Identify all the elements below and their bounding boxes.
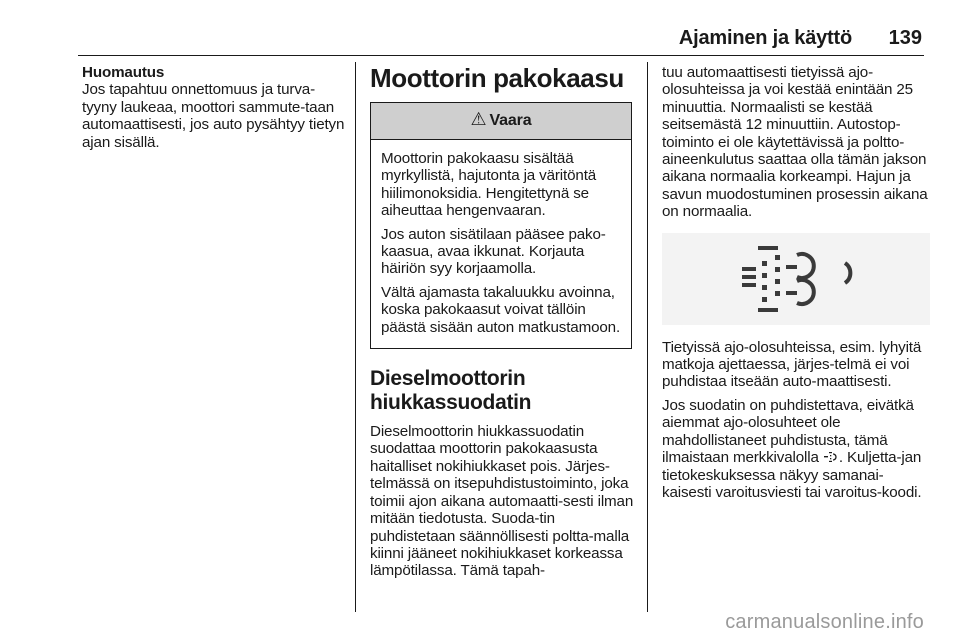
section-title: Moottorin pakokaasu xyxy=(370,63,624,93)
body-paragraph: tuu automaattisesti tietyissä ajo-olosuhteissa ja voi kestää enintään 25 minuuttia. Normaalisti se kestää seitsemästä 12 minuuttiin. Autostop-toiminto ei ole käytettävissä ja poltto-aineenkulutus saattaa olla tämän jakson aikana normaalia korkeampi. Hajun ja savun muodostuminen prosessin aikana on normaalia. xyxy=(662,64,928,221)
subsection-title: Dieselmoottorin hiukkassuodatin xyxy=(370,367,532,415)
particulate-filter-warning-icon xyxy=(823,451,839,463)
warning-body xyxy=(371,140,631,348)
page-number: 139 xyxy=(888,27,922,49)
page-header xyxy=(0,0,960,56)
column-divider-left xyxy=(355,62,356,612)
column-divider-right xyxy=(647,62,648,612)
warning-triangle-icon: ⚠ xyxy=(470,109,487,130)
column-3 xyxy=(662,64,930,507)
body-paragraph: Tietyissä ajo-olosuhteissa, esim. lyhyitä matkoja ajettaessa, järjes-telmä ei voi puhdistaa itseään auto-maattisesti. xyxy=(662,338,922,391)
warning-box xyxy=(370,102,632,349)
watermark: carmanualsonline.info xyxy=(725,611,924,633)
warning-paragraph: Jos auton sisätilaan pääsee pako-kaasua, avaa ikkunat. Korjauta häiriön syy korjaamolla. xyxy=(381,225,606,278)
warning-paragraph: Vältä ajamasta takaluukku avoinna, koska pakokaasut voivat tällöin päästä sisään auton matkustamoon. xyxy=(381,283,621,336)
warning-header xyxy=(371,103,631,140)
subsection-text: Dieselmoottorin hiukkassuodatin suodattaa moottorin pakokaasusta haitalliset nokihiukkaset pois. Järjes-telmässä on itsepuhdistustoiminto, joka toimii ajon aikana automaatti-sesti ilman mitään tiedotusta. Suoda-tin puhdistetaan säännöllisesti poltta-malla kiinni jääneet nokihiukkaset korkeassa lämpötilassa. Tämä tapah- xyxy=(370,423,634,580)
warning-paragraph: Moottorin pakokaasu sisältää myrkyllistä, hajutonta ja väritöntä hiilimonoksidia. Hengitettynä se aiheuttaa hengenvaaran. xyxy=(381,150,597,220)
text-run: . Kuljetta-jan tietokeskuksessa näkyy samanai-kaisesti varoitusviesti tai varoitus-koodi. xyxy=(662,449,922,501)
chapter-title: Ajaminen ja käyttö xyxy=(678,27,852,49)
diesel-particulate-filter-icon xyxy=(662,233,930,325)
header-divider xyxy=(78,55,924,56)
column-1 xyxy=(82,64,348,157)
column-2 xyxy=(370,64,636,586)
body-paragraph xyxy=(662,397,930,501)
note-title: Huomautus xyxy=(82,64,165,81)
text-run: Jos suodatin on puhdistettava, eivätkä aiemmat ajo-olosuhteet ole mahdollistaneet puhdistusta, tämä ilmaistaan merkkivalolla xyxy=(662,396,914,467)
warning-label: Vaara xyxy=(489,112,532,130)
note-text: Jos tapahtuu onnettomuus ja turva-tyyny laukeaa, moottori sammute-taan automaattisesti, jos auto pysähtyy tietyn ajan sisällä. xyxy=(82,81,345,151)
